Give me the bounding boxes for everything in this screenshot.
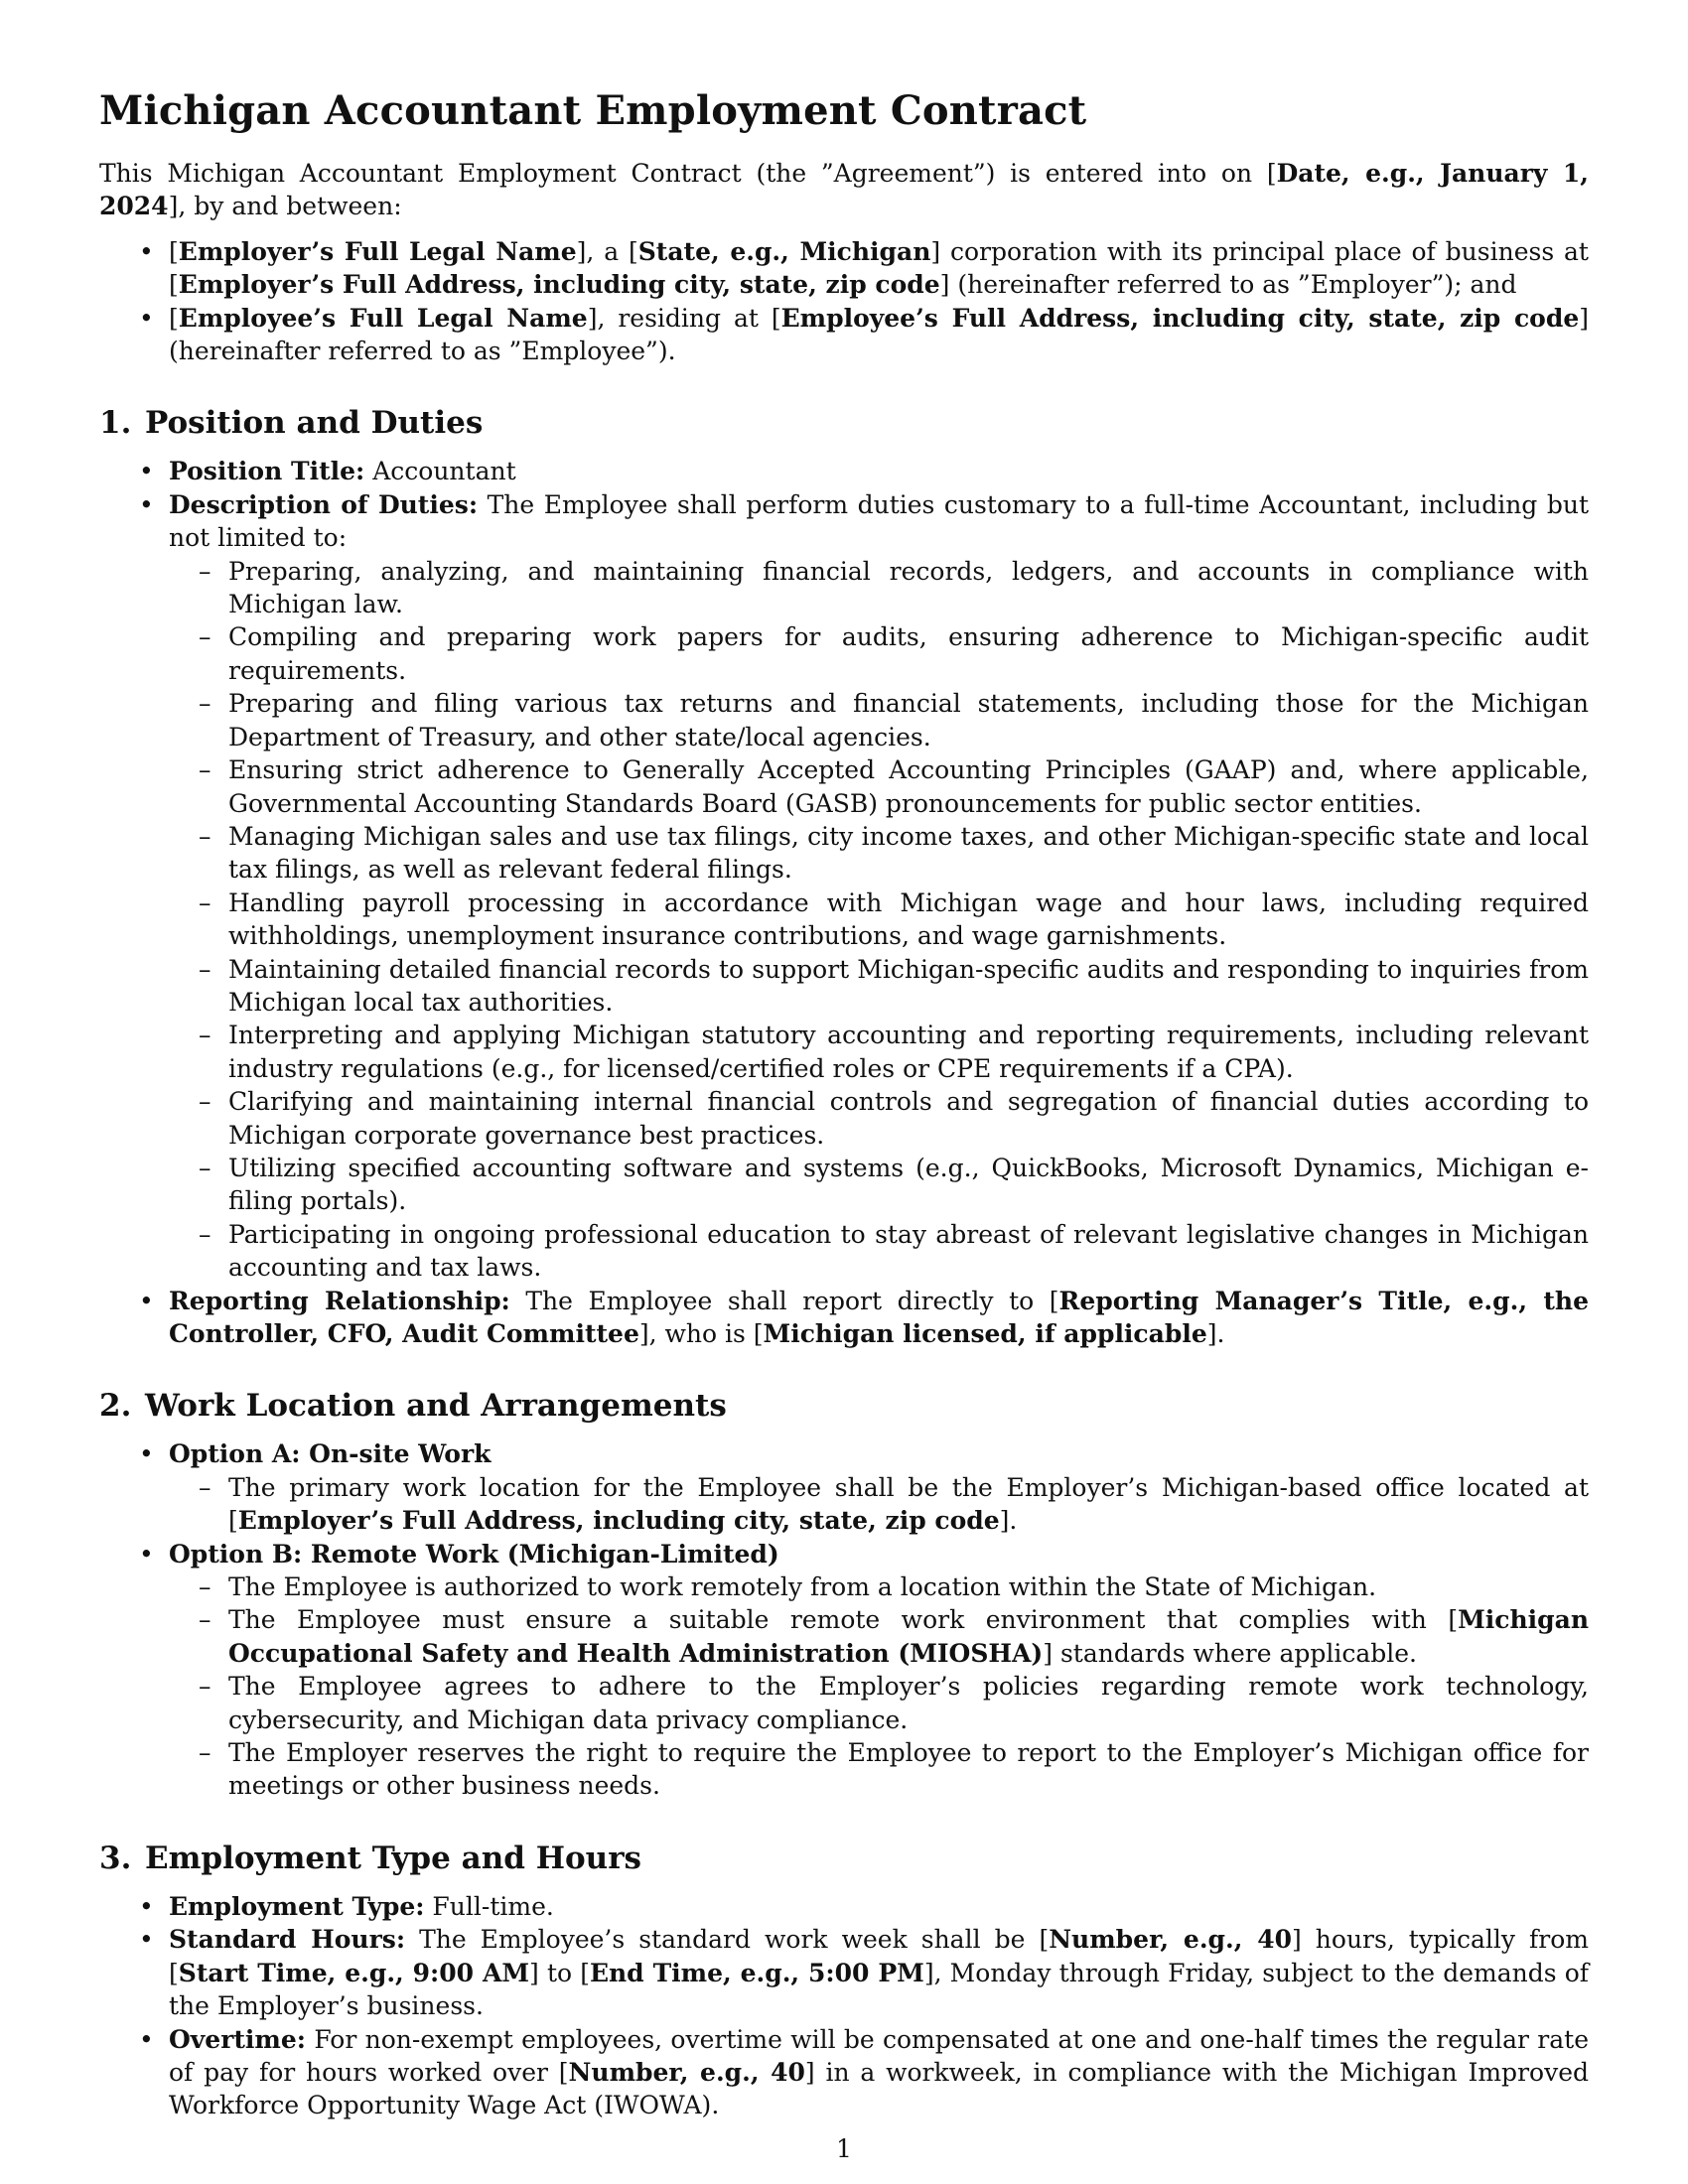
list-item: – Handling payroll processing in accordance with Michigan wage and hour laws, including required withholdings, unemployment insurance contributions, and wage garnishments. xyxy=(228,887,1589,953)
reporting-manager-placeholder: Reporting Manager’s Title, e.g., the Controller, CFO, Audit Committee xyxy=(169,1286,1589,1348)
employee-name-placeholder: Employee’s Full Legal Name xyxy=(178,303,588,333)
end-time-placeholder: End Time, e.g., 5:00 PM xyxy=(589,1958,924,1987)
list-item: – The Employee must ensure a suitable remote work environment that complies with [Michigan Occupational Safety and Health Administration (MIOSHA)] standards where applicable. xyxy=(228,1603,1589,1670)
list-item: – The primary work location for the Employee shall be the Employer’s Michigan-based office located at [Employer’s Full Address, including city, state, zip code]. xyxy=(228,1471,1589,1538)
option-a-item: • Option A: On-site Work – The primary work location for the Employee shall be the Employer’s Michigan-based office located at [Employer’s Full Address, including city, state, zip code]. xyxy=(169,1437,1589,1537)
duties-item: • Description of Duties: The Employee shall perform duties customary to a full-time Accountant, including but not limited to: – Preparing, analyzing, and maintaining financial records, ledgers, and accounts in compliance with Michigan law. – Compiling and preparing work papers for audits, ensuring adherence to Michigan-specific audit requirements. – Preparing and filing various tax returns and financial statements, including those for the Michigan Department of Treasury, and other state/local agencies. – Ensuring strict adherence to Generally Accepted Accounting Principles (GAAP) and, where applicable, Governmental Accounting Standards Board (GASB) pronouncements for public sector entities. – Managing Michigan sales and use tax filings, city income taxes, and other Michigan-specific state and local tax filings, as well as relevant federal filings. – Handling payroll processing in accordance with Michigan wage and hour laws, including required withholdings, unemployment insurance contributions, and wage garnishments. – Maintaining detailed financial records to support Michigan-specific audits and responding to inquiries from Michigan local tax authorities. – Interpreting and applying Michigan statutory accounting and reporting requirements, including relevant industry regulations (e.g., for licensed/certified roles or CPE requirements if a CPA). – Clarifying and maintaining internal financial controls and segregation of financial duties according to Michigan corporate governance best practices. – Utilizing specified accounting software and systems (e.g., QuickBooks, Microsoft Dynamics, Michigan e-filing portals). – Participating in ongoing professional education to stay abreast of relevant legislative changes in Michigan accounting and tax laws. xyxy=(169,488,1589,1285)
date-placeholder: Date, e.g., January 1, 2024 xyxy=(99,159,1589,221)
document-title: Michigan Accountant Employment Contract xyxy=(99,87,1087,134)
party-employer: • [Employer’s Full Legal Name], a [State, e.g., Michigan] corporation with its principal place of business at [Employer’s Full Address, including city, state, zip code] (hereinafter referred to as ”Employer”); and xyxy=(169,235,1589,302)
list-item: – The Employee agrees to adhere to the Employer’s policies regarding remote work technology, cybersecurity, and Michigan data privacy compliance. xyxy=(228,1670,1589,1736)
start-time-placeholder: Start Time, e.g., 9:00 AM xyxy=(178,1958,530,1987)
hours-number-placeholder: Number, e.g., 40 xyxy=(1049,1925,1292,1955)
party-employee: • [Employee’s Full Legal Name], residing at [Employee’s Full Address, including city, state, zip code] (hereinafter referred to as ”Employee”). xyxy=(169,302,1589,368)
option-b-item: • Option B: Remote Work (Michigan-Limited) – The Employee is authorized to work remotely from a location within the State of Michigan. – The Employee must ensure a suitable remote work environment that complies with [Michigan Occupational Safety and Health Administration (MIOSHA)] standards where applicable. – The Employee agrees to adhere to the Employer’s policies regarding remote work technology, cybersecurity, and Michigan data privacy compliance. – The Employer reserves the right to require the Employee to report to the Employer’s Michigan office for meetings or other business needs. xyxy=(169,1538,1589,1803)
duties-list xyxy=(169,555,1589,1285)
list-item: – Interpreting and applying Michigan statutory accounting and reporting requirements, including relevant industry regulations (e.g., for licensed/certified roles or CPE requirements if a CPA). xyxy=(228,1019,1589,1085)
list-item: – Maintaining detailed financial records to support Michigan-specific audits and responding to inquiries from Michigan local tax authorities. xyxy=(228,953,1589,1020)
overtime-number-placeholder: Number, e.g., 40 xyxy=(568,2057,805,2087)
section-2-list xyxy=(99,1437,1589,1802)
parties-list xyxy=(99,235,1589,368)
employer-address-placeholder: Employer’s Full Address, including city, state, zip code xyxy=(178,270,940,300)
page-number: 1 xyxy=(836,2134,852,2163)
list-item: – Utilizing specified accounting software and systems (e.g., QuickBooks, Microsoft Dynamics, Michigan e-filing portals). xyxy=(228,1152,1589,1218)
employer-state-placeholder: State, e.g., Michigan xyxy=(637,236,931,266)
list-item: – Managing Michigan sales and use tax filings, city income taxes, and other Michigan-specific state and local tax filings, as well as relevant federal filings. xyxy=(228,820,1589,887)
list-item: – The Employer reserves the right to require the Employee to report to the Employer’s Michigan office for meetings or other business needs. xyxy=(228,1736,1589,1803)
section-3-heading: 3. Employment Type and Hours xyxy=(99,1840,641,1876)
employee-address-placeholder: Employee’s Full Address, including city, state, zip code xyxy=(780,303,1580,333)
employer-name-placeholder: Employer’s Full Legal Name xyxy=(178,236,577,266)
intro-paragraph: This Michigan Accountant Employment Contract (the ”Agreement”) is entered into on [Date, e.g., January 1, 2024], by and between: xyxy=(99,159,1589,221)
list-item: – Clarifying and maintaining internal financial controls and segregation of financial duties according to Michigan corporate governance best practices. xyxy=(228,1085,1589,1152)
list-item: – Preparing, analyzing, and maintaining financial records, ledgers, and accounts in compliance with Michigan law. xyxy=(228,555,1589,621)
section-2-heading: 2. Work Location and Arrangements xyxy=(99,1388,727,1425)
list-item: – Preparing and filing various tax returns and financial statements, including those for the Michigan Department of Treasury, and other state/local agencies. xyxy=(228,687,1589,753)
list-item: – Ensuring strict adherence to Generally Accepted Accounting Principles (GAAP) and, where applicable, Governmental Accounting Standards Board (GASB) pronouncements for public sector entities. xyxy=(228,753,1589,820)
list-item: – Compiling and preparing work papers for audits, ensuring adherence to Michigan-specific audit requirements. xyxy=(228,620,1589,687)
license-placeholder: Michigan licensed, if applicable xyxy=(763,1319,1207,1348)
section-1-heading: 1. Position and Duties xyxy=(99,405,484,442)
contract-page xyxy=(99,87,1589,2122)
standard-hours-item: • Standard Hours: The Employee’s standard work week shall be [Number, e.g., 40] hours, typically from [Start Time, e.g., 9:00 AM] to [End Time, e.g., 5:00 PM], Monday through Friday, subject to the demands of the Employer’s business. xyxy=(169,1923,1589,2022)
miosha-placeholder: Michigan Occupational Safety and Health Administration (MIOSHA) xyxy=(228,1605,1589,1668)
overtime-item: • Overtime: For non-exempt employees, overtime will be compensated at one and one-half times the regular rate of pay for hours worked over [Number, e.g., 40] in a workweek, in compliance with the Michigan Improved Workforce Opportunity Wage Act (IWOWA). xyxy=(169,2023,1589,2122)
employment-type-item: • Employment Type: Full-time. xyxy=(169,1890,1589,1923)
position-title-item: • Position Title: Accountant xyxy=(169,455,1589,487)
office-address-placeholder: Employer’s Full Address, including city, state, zip code xyxy=(237,1506,1000,1536)
section-1-list xyxy=(99,455,1589,1350)
list-item: – Participating in ongoing professional education to stay abreast of relevant legislative changes in Michigan accounting and tax laws. xyxy=(228,1218,1589,1285)
reporting-relationship-item: • Reporting Relationship: The Employee shall report directly to [Reporting Manager’s Title, e.g., the Controller, CFO, Audit Committee], who is [Michigan licensed, if applicable]. xyxy=(169,1285,1589,1351)
list-item: – The Employee is authorized to work remotely from a location within the State of Michigan. xyxy=(228,1570,1589,1603)
section-3-list xyxy=(99,1890,1589,2122)
